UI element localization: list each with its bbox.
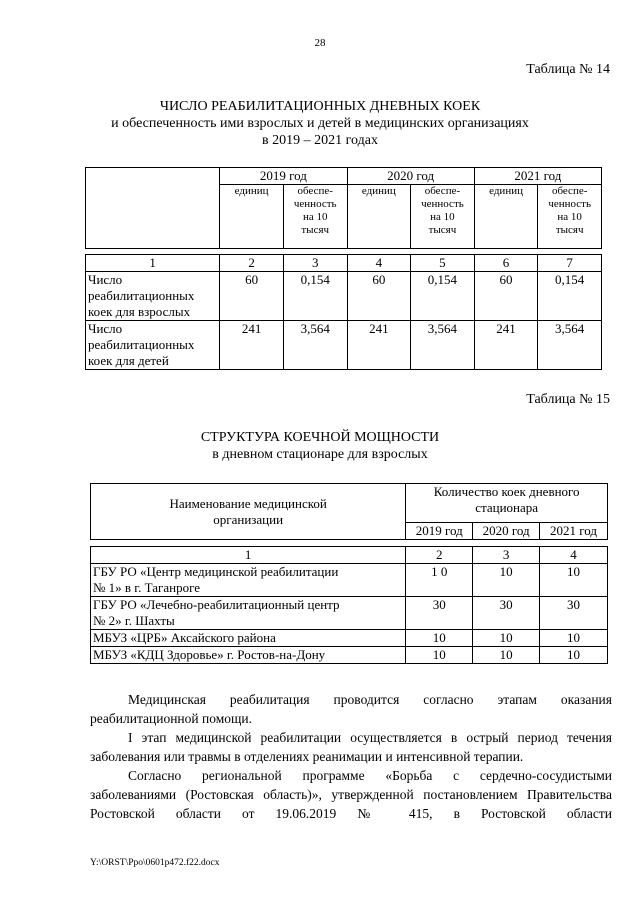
paragraph: I этап медицинской реабилитации осуществляется в острый период течения заболевания или травмы в отделениях реанимации и интенсивной терапии. [90, 730, 612, 764]
table15-header-count: Количество коек дневного стационара [406, 484, 608, 523]
table14-title [0, 98, 640, 149]
table-row: ГБУ РО «Лечебно-реабилитационный центр № 2» г. Шахты 30 30 30 [91, 597, 608, 630]
table15-title-line1: СТРУКТУРА КОЕЧНОЙ МОЩНОСТИ [200, 430, 440, 445]
table14-sub-provision: обеспе- ченность на 10 тысяч [411, 185, 475, 249]
table14-column-numbers: 1 2 3 4 5 6 7 [86, 255, 602, 272]
table15-title [0, 429, 640, 463]
table14-year-2021: 2021 год [474, 168, 601, 185]
table15-year-2021: 2021 год [540, 523, 608, 540]
table14-sub-units: единиц [347, 185, 411, 249]
footer-file-path: Y:\ORST\Ppo\0601p472.f22.docx [90, 858, 220, 868]
table14-year-2019: 2019 год [220, 168, 347, 185]
table15-year-2019: 2019 год [406, 523, 473, 540]
page-number: 28 [314, 37, 326, 49]
table14-header-empty [86, 168, 220, 249]
table15-label: Таблица № 15 [526, 392, 610, 407]
table-row: Число реабилитационных коек для взрослых 60 0,154 60 0,154 60 0,154 [86, 272, 602, 321]
row-name: МБУЗ «ЦРБ» Аксайского района [91, 630, 406, 647]
table14-title-line1: ЧИСЛО РЕАБИЛИТАЦИОННЫХ ДНЕВНЫХ КОЕК [159, 99, 481, 114]
table14-label: Таблица № 14 [526, 62, 610, 77]
row-name: ГБУ РО «Лечебно-реабилитационный центр № 2» г. Шахты [91, 597, 406, 630]
body-text [90, 690, 612, 823]
row-name: Число реабилитационных коек для взрослых [86, 272, 220, 321]
table14-year-2020: 2020 год [347, 168, 474, 185]
table14 [85, 167, 602, 370]
table14-title-line2: и обеспеченность ими взрослых и детей в медицинских организациях [111, 116, 529, 131]
row-name: МБУЗ «КДЦ Здоровье» г. Ростов-на-Дону [91, 647, 406, 664]
row-name: ГБУ РО «Центр медицинской реабилитации № 1» в г. Таганроге [91, 564, 406, 597]
table-row: Число реабилитационных коек для детей 241 3,564 241 3,564 241 3,564 [86, 321, 602, 370]
row-name: Число реабилитационных коек для детей [86, 321, 220, 370]
table14-title-line3: в 2019 – 2021 годах [262, 133, 378, 148]
table15-column-numbers: 1 2 3 4 [91, 547, 608, 564]
table14-sub-units: единиц [220, 185, 284, 249]
table-row: МБУЗ «КДЦ Здоровье» г. Ростов-на-Дону 10 10 10 [91, 647, 608, 664]
table14-sub-units: единиц [474, 185, 538, 249]
table14-sub-provision: обеспе- ченность на 10 тысяч [538, 185, 602, 249]
table-row: МБУЗ «ЦРБ» Аксайского района 10 10 10 [91, 630, 608, 647]
table15-year-2020: 2020 год [473, 523, 540, 540]
table14-sub-provision: обеспе- ченность на 10 тысяч [283, 185, 347, 249]
table-row: ГБУ РО «Центр медицинской реабилитации № 1» в г. Таганроге 1 0 10 10 [91, 564, 608, 597]
table15-title-line2: в дневном стационаре для взрослых [212, 447, 428, 462]
paragraph: Медицинская реабилитация проводится согласно этапам оказания реабилитационной помощи. [90, 692, 612, 726]
table15-header-name: Наименование медицинской организации [91, 484, 406, 540]
paragraph: Согласно региональной программе «Борьба с сердечно-сосудистыми заболеваниями (Ростовская область)», утвержденной постановлением Правительства Ростовской области от 19.06.2019 № 415, в Ростовской области [90, 768, 612, 821]
table15 [90, 483, 608, 664]
